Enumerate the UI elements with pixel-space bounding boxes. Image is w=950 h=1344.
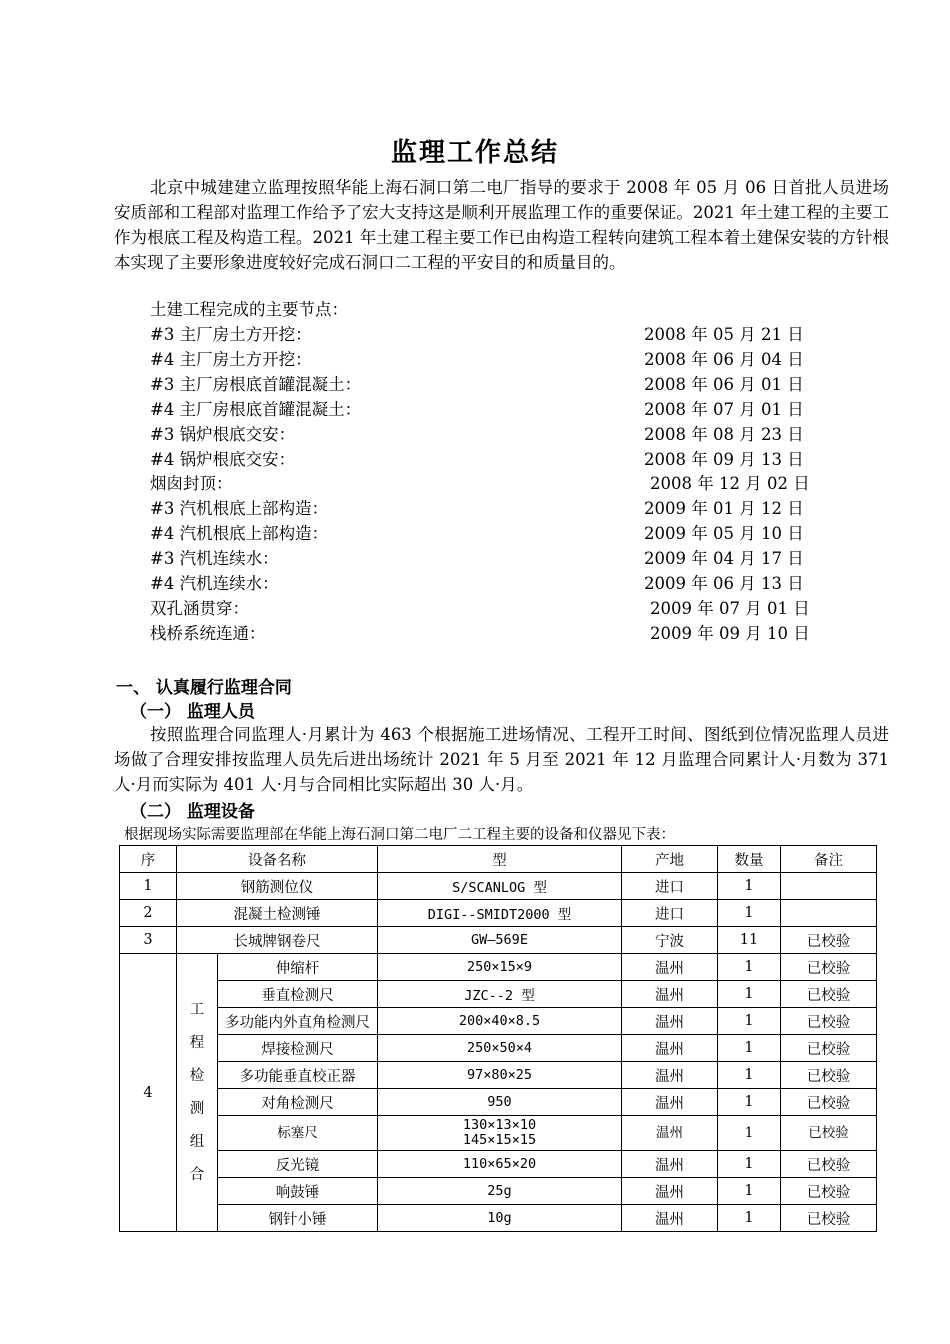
cell-no: 2 <box>120 900 177 927</box>
cell-remark: 已校验 <box>781 1116 877 1151</box>
cell-remark: 已校验 <box>781 1178 877 1205</box>
header-cell: 备注 <box>781 846 877 873</box>
milestone-date: 2008 年 06 月 04 日 <box>644 350 804 369</box>
cell-origin: 温州 <box>622 1205 718 1232</box>
cell-remark: 已校验 <box>781 1089 877 1116</box>
milestone-label: #3 汽机连续水： <box>150 549 279 568</box>
cell-remark: 已校验 <box>781 954 877 981</box>
milestone-label: 栈桥系统连通： <box>150 624 266 643</box>
cell-name: 反光镜 <box>218 1151 378 1178</box>
milestone-date: 2009 年 09 月 10 日 <box>650 624 810 643</box>
cell-name: 垂直检测尺 <box>218 981 378 1008</box>
milestone-label: #4 锅炉根底交安： <box>150 450 296 469</box>
cell-remark: 已校验 <box>781 927 877 954</box>
cell-origin: 温州 <box>622 1116 718 1151</box>
cell-name: 多功能垂直校正器 <box>218 1062 378 1089</box>
milestone-label: #4 主厂房根底首罐混凝土： <box>150 400 362 419</box>
cell-model <box>378 1116 622 1151</box>
cell-name: 混凝土检测锤 <box>177 900 378 927</box>
cell-qty: 1 <box>718 981 781 1008</box>
milestone-date: 2008 年 09 月 13 日 <box>644 450 804 469</box>
cell-model: JZC--2 型 <box>378 981 622 1008</box>
milestone-label: #3 汽机根底上部构造： <box>150 499 329 518</box>
table-row <box>120 1178 877 1205</box>
cell-no: 3 <box>120 927 177 954</box>
table-row <box>120 927 877 954</box>
table-row <box>120 1089 877 1116</box>
table-row <box>120 981 877 1008</box>
cell-origin: 进口 <box>622 873 718 900</box>
cell-origin: 温州 <box>622 981 718 1008</box>
cell-name: 伸缩杆 <box>218 954 378 981</box>
milestone-label: #3 锅炉根底交安： <box>150 425 296 444</box>
table-row <box>120 1008 877 1035</box>
model-line: 145×15×15 <box>462 1132 537 1148</box>
group-label <box>177 954 218 1232</box>
header-cell: 设备名称 <box>177 846 378 873</box>
milestone-date: 2008 年 07 月 01 日 <box>644 400 804 419</box>
cell-origin: 温州 <box>622 1151 718 1178</box>
cell-origin: 进口 <box>622 900 718 927</box>
cell-model: 250×15×9 <box>378 954 622 981</box>
header-cell: 序 <box>120 846 177 873</box>
table-row <box>120 873 877 900</box>
milestone-date: 2009 年 07 月 01 日 <box>650 599 810 618</box>
cell-qty: 1 <box>718 954 781 981</box>
cell-name: 对角检测尺 <box>218 1089 378 1116</box>
cell-remark: 已校验 <box>781 1151 877 1178</box>
cell-model: 25g <box>378 1178 622 1205</box>
section-heading: 一、 认真履行监理合同 <box>116 678 292 698</box>
cell-model: 110×65×20 <box>378 1151 622 1178</box>
cell-name: 钢针小锤 <box>218 1205 378 1232</box>
milestone-label: 双孔涵贯穿： <box>150 599 249 618</box>
table-row <box>120 900 877 927</box>
table-row <box>120 1035 877 1062</box>
milestone-label: #4 主厂房土方开挖： <box>150 350 312 369</box>
table-header-row <box>120 846 877 873</box>
milestone-date: 2009 年 01 月 12 日 <box>644 499 804 518</box>
page-title: 监理工作总结 <box>390 138 559 168</box>
table-row <box>120 1062 877 1089</box>
table-row <box>120 1205 877 1232</box>
table-row <box>120 954 877 981</box>
cell-origin: 温州 <box>622 1062 718 1089</box>
cell-model: 200×40×8.5 <box>378 1008 622 1035</box>
cell-remark: 已校验 <box>781 981 877 1008</box>
milestone-label: #4 汽机根底上部构造： <box>150 524 329 543</box>
cell-qty: 1 <box>718 873 781 900</box>
milestone-label: 烟囱封顶： <box>150 474 233 493</box>
cell-qty: 1 <box>718 1008 781 1035</box>
table-row <box>120 1151 877 1178</box>
cell-name: 响鼓锤 <box>218 1178 378 1205</box>
cell-model: 250×50×4 <box>378 1035 622 1062</box>
cell-origin: 温州 <box>622 1035 718 1062</box>
cell-model: 950 <box>378 1089 622 1116</box>
cell-remark: 已校验 <box>781 1035 877 1062</box>
cell-model: DIGI--SMIDT2000 型 <box>378 900 622 927</box>
cell-qty: 11 <box>718 927 781 954</box>
cell-qty: 1 <box>718 1151 781 1178</box>
cell-name: 钢筋测位仪 <box>177 873 378 900</box>
cell-no: 1 <box>120 873 177 900</box>
table-caption: 根据现场实际需要监理部在华能上海石洞口第二电厂二工程主要的设备和仪器见下表： <box>124 827 675 843</box>
cell-remark <box>781 900 877 927</box>
group-label-char: 检 <box>189 1067 205 1084</box>
cell-qty: 1 <box>718 900 781 927</box>
cell-origin: 温州 <box>622 1008 718 1035</box>
header-cell: 数量 <box>718 846 781 873</box>
cell-qty: 1 <box>718 1116 781 1151</box>
cell-qty: 1 <box>718 1089 781 1116</box>
cell-no: 4 <box>120 954 177 1232</box>
subsection-heading: （一） 监理人员 <box>130 702 255 722</box>
cell-qty: 1 <box>718 1205 781 1232</box>
cell-remark: 已校验 <box>781 1062 877 1089</box>
cell-name: 长城牌钢卷尺 <box>177 927 378 954</box>
cell-name: 多功能内外直角检测尺 <box>218 1008 378 1035</box>
milestone-date: 2008 年 05 月 21 日 <box>644 325 804 344</box>
cell-origin: 宁波 <box>622 927 718 954</box>
cell-remark: 已校验 <box>781 1205 877 1232</box>
group-label-char: 工 <box>189 1001 205 1018</box>
milestone-date: 2009 年 06 月 13 日 <box>644 574 804 593</box>
milestone-date: 2008 年 08 月 23 日 <box>644 425 804 444</box>
cell-name: 焊接检测尺 <box>218 1035 378 1062</box>
group-label-char: 程 <box>189 1034 205 1051</box>
cell-remark: 已校验 <box>781 1008 877 1035</box>
header-cell: 产地 <box>622 846 718 873</box>
table-row <box>120 1116 877 1151</box>
cell-model: GW—569E <box>378 927 622 954</box>
cell-model: S/SCANLOG 型 <box>378 873 622 900</box>
cell-origin: 温州 <box>622 1178 718 1205</box>
milestones-heading: 土建工程完成的主要节点： <box>150 300 348 319</box>
header-cell: 型 <box>378 846 622 873</box>
milestone-date: 2008 年 06 月 01 日 <box>644 375 804 394</box>
group-label-char: 组 <box>189 1133 205 1150</box>
cell-origin: 温州 <box>622 1089 718 1116</box>
group-label-char: 合 <box>189 1166 205 1183</box>
milestone-date: 2009 年 04 月 17 日 <box>644 549 804 568</box>
cell-name: 标塞尺 <box>218 1116 378 1151</box>
cell-remark <box>781 873 877 900</box>
cell-origin: 温州 <box>622 954 718 981</box>
cell-model: 10g <box>378 1205 622 1232</box>
model-line: 130×13×10 <box>462 1117 537 1133</box>
milestone-label: #3 主厂房根底首罐混凝土： <box>150 375 362 394</box>
personnel-paragraph: 按照监理合同监理人·月累计为 463 个根据施工进场情况、工程开工时间、图纸到位情况监理人员进场做了合理安排按监理人员先后进出场统计 2021 年 5 月至 2021 年 12 月监理合同累计人·月数为 371 人·月而实际为 401 人·月与合同相比实际超出 30 人·月。 <box>114 725 889 794</box>
milestone-label: #4 汽机连续水： <box>150 574 279 593</box>
equipment-table <box>119 845 877 1232</box>
cell-qty: 1 <box>718 1035 781 1062</box>
milestone-date: 2009 年 05 月 10 日 <box>644 524 804 543</box>
milestone-date: 2008 年 12 月 02 日 <box>650 474 810 493</box>
subsection-heading: （二） 监理设备 <box>130 802 255 822</box>
milestone-label: #3 主厂房土方开挖： <box>150 325 312 344</box>
cell-qty: 1 <box>718 1062 781 1089</box>
cell-model: 97×80×25 <box>378 1062 622 1089</box>
intro-paragraph: 北京中城建建立监理按照华能上海石洞口第二电厂指导的要求于 2008 年 05 月 06 日首批人员进场安质部和工程部对监理工作给予了宏大支持这是顺利开展监理工作的重要保证。2021 年土建工程的主要工作为根底工程及构造工程。2021 年土建工程主要工作已由构造工程转向建筑工程本着土建保安装的方针根本实现了主要形象进度较好完成石洞口二工程的平安目的和质量目的。 <box>114 178 889 272</box>
group-label-char: 测 <box>189 1100 205 1117</box>
cell-qty: 1 <box>718 1178 781 1205</box>
